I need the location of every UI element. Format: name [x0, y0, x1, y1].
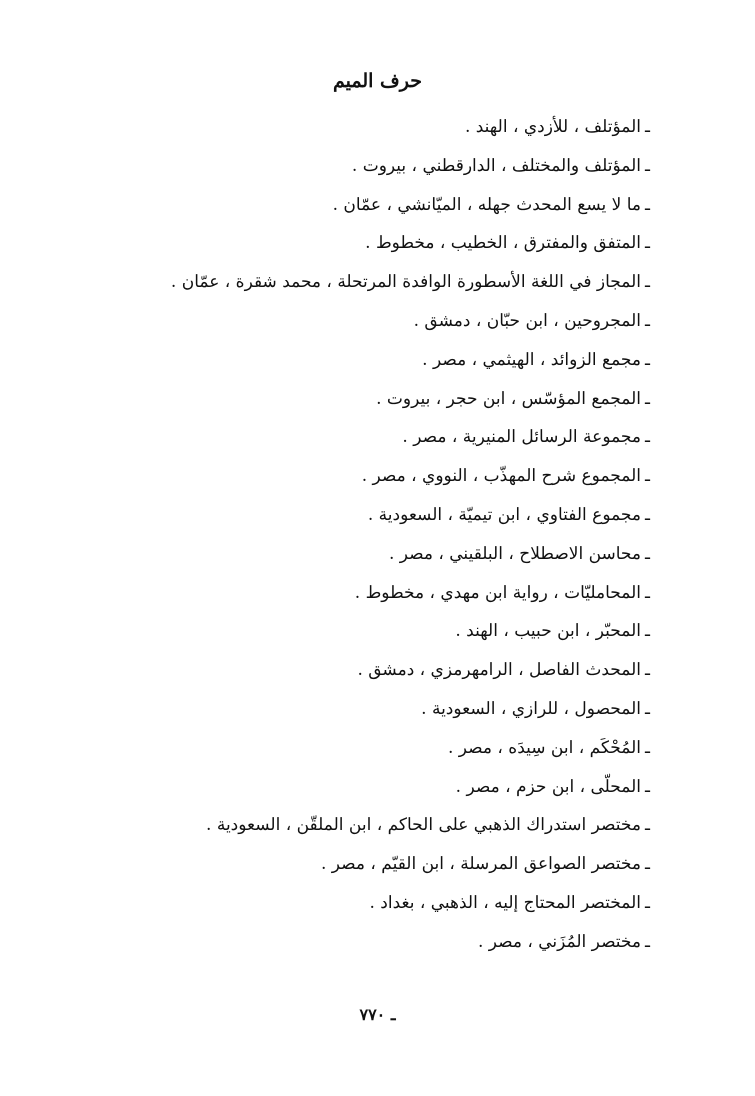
entry-text: المجاز في اللغة الأسطورة الوافدة المرتحلة ، محمد شقرة ، عمّان .: [170, 272, 642, 293]
list-item: [50, 345, 650, 384]
list-item: [50, 810, 650, 849]
entry-text: المُحْكَم ، ابن سِيدَه ، مصر .: [447, 737, 642, 758]
entry-text: المحلّى ، ابن حزم ، مصر .: [455, 776, 642, 797]
entry-text: المختصر المحتاج إليه ، الذهبي ، بغداد .: [369, 892, 642, 913]
entry-marker: ـ: [645, 194, 650, 215]
entry-text: المؤتلف ، للأزدي ، الهند .: [464, 117, 642, 137]
entry-marker: ـ: [645, 737, 650, 758]
entry-marker: ـ: [645, 698, 650, 719]
entry-text: مجموع الفتاوي ، ابن تيميّة ، السعودية .: [367, 504, 642, 525]
entry-marker: ـ: [645, 621, 650, 642]
list-item: [50, 461, 650, 500]
entry-text: المتفق والمفترق ، الخطيب ، مخطوط .: [365, 233, 642, 254]
list-item: [50, 267, 650, 306]
list-item: [50, 228, 650, 267]
entry-text: المحدث الفاصل ، الرامهرمزي ، دمشق .: [357, 660, 642, 681]
list-item: [50, 733, 650, 772]
entry-text: مختصر الصواعق المرسلة ، ابن القيّم ، مصر .: [320, 854, 642, 875]
entry-marker: ـ: [645, 504, 650, 525]
entry-marker: ـ: [645, 660, 650, 681]
entry-marker: ـ: [645, 815, 650, 836]
entry-text: مجموعة الرسائل المنيرية ، مصر .: [402, 427, 642, 448]
entry-marker: ـ: [645, 117, 650, 137]
entry-marker: ـ: [645, 155, 650, 176]
entry-text: المجروحين ، ابن حبّان ، دمشق .: [413, 310, 642, 331]
entry-text: المؤتلف والمختلف ، الدارقطني ، بيروت .: [351, 155, 642, 176]
entry-marker: ـ: [645, 388, 650, 409]
bibliography-list: [50, 112, 650, 966]
entry-marker: ـ: [645, 892, 650, 913]
list-item: [50, 306, 650, 345]
list-item: [50, 112, 650, 151]
entry-text: المحصول ، للرازي ، السعودية .: [421, 698, 642, 719]
list-item: [50, 190, 650, 229]
entry-marker: ـ: [645, 582, 650, 603]
entry-text: المحبّر ، ابن حبيب ، الهند .: [455, 621, 642, 642]
entry-marker: ـ: [645, 310, 650, 331]
entry-text: المحامليّات ، رواية ابن مهدي ، مخطوط .: [354, 582, 642, 603]
list-item: [50, 772, 650, 811]
entry-marker: ـ: [645, 349, 650, 370]
entry-text: مجمع الزوائد ، الهيثمي ، مصر .: [422, 349, 642, 370]
list-item: [50, 888, 650, 927]
entry-text: مختصر المُزَني ، مصر .: [477, 931, 642, 952]
list-item: [50, 384, 650, 423]
list-item: [50, 655, 650, 694]
list-item: [50, 151, 650, 190]
entry-marker: ـ: [645, 543, 650, 564]
entry-text: ما لا يسع المحدث جهله ، الميّانشي ، عمّان .: [332, 194, 642, 215]
entry-marker: ـ: [645, 776, 650, 797]
list-item: [50, 578, 650, 617]
list-item: [50, 422, 650, 461]
entry-text: المجموع شرح المهذّب ، النووي ، مصر .: [361, 466, 642, 487]
entry-marker: ـ: [645, 233, 650, 254]
entry-marker: ـ: [645, 466, 650, 487]
entry-marker: ـ: [645, 427, 650, 448]
list-item: [50, 694, 650, 733]
entry-text: مختصر استدراك الذهبي على الحاكم ، ابن الملقّن ، السعودية .: [206, 815, 642, 836]
list-item: [50, 500, 650, 539]
list-item: [50, 539, 650, 578]
entry-marker: ـ: [645, 931, 650, 952]
entry-text: محاسن الاصطلاح ، البلقيني ، مصر .: [388, 543, 642, 564]
page-title: حرف الميم: [333, 70, 422, 92]
entry-marker: ـ: [645, 272, 650, 293]
list-item: [50, 616, 650, 655]
page-number: ـ ٧٧٠: [359, 1005, 396, 1024]
entry-text: المجمع المؤسّس ، ابن حجر ، بيروت .: [376, 388, 642, 409]
entry-marker: ـ: [645, 854, 650, 875]
list-item: [50, 849, 650, 888]
list-item: [50, 927, 650, 966]
